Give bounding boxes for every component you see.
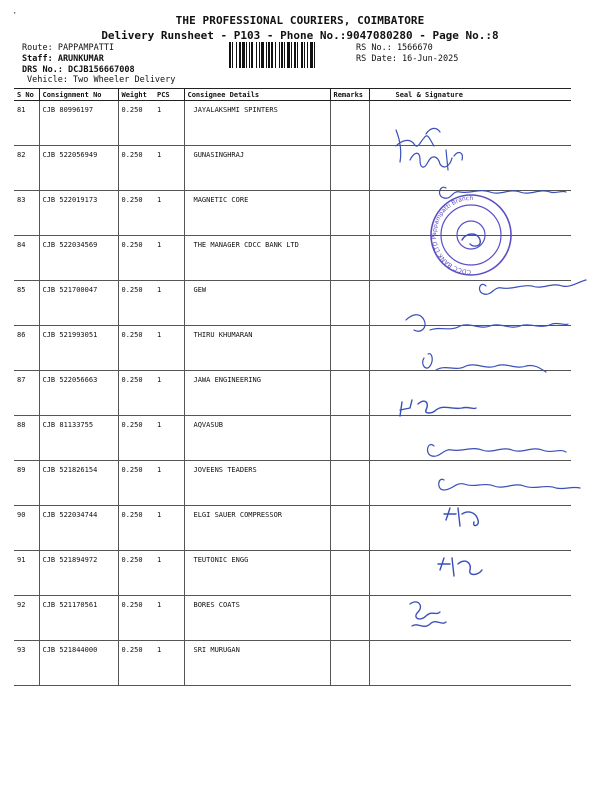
row-remarks [330, 596, 369, 641]
row-weight: 0.250 [118, 101, 154, 146]
row-sno: 81 [14, 101, 39, 146]
row-consignee: THIRU KHUMARAN [184, 326, 330, 371]
row-weight: 0.250 [118, 506, 154, 551]
row-sno: 91 [14, 551, 39, 596]
runsheet-subtitle: Delivery Runsheet - P103 - Phone No.:9047080280 - Page No.:8 [101, 29, 499, 42]
row-consignment-no: CJB 522056949 [39, 146, 118, 191]
row-consignee: GEW [184, 281, 330, 326]
table-row [14, 326, 571, 371]
table-row [14, 506, 571, 551]
row-remarks [330, 326, 369, 371]
row-remarks [330, 371, 369, 416]
row-consignment-no: CJB 521170561 [39, 596, 118, 641]
row-pcs: 1 [154, 596, 184, 641]
row-sno: 93 [14, 641, 39, 686]
table-row [14, 371, 571, 416]
row-sno: 90 [14, 506, 39, 551]
row-signature-cell [369, 326, 571, 371]
barcode-bar [239, 42, 241, 68]
row-consignment-no: CJB 521894972 [39, 551, 118, 596]
row-consignee: JOVEENS TEADERS [184, 461, 330, 506]
barcode-bar [314, 42, 315, 68]
table-row [14, 551, 571, 596]
col-header-signature: Seal & Signature [369, 89, 571, 101]
row-remarks [330, 461, 369, 506]
row-consignee: THE MANAGER CDCC BANK LTD [184, 236, 330, 281]
row-pcs: 1 [154, 641, 184, 686]
row-weight: 0.250 [118, 416, 154, 461]
barcode-bar [275, 42, 276, 68]
row-consignment-no: CJB 522034744 [39, 506, 118, 551]
table-row [14, 416, 571, 461]
row-signature-cell [369, 281, 571, 326]
row-signature-cell [369, 371, 571, 416]
col-header-remarks: Remarks [330, 89, 369, 101]
row-sno: 92 [14, 596, 39, 641]
row-consignment-no: CJB 521844000 [39, 641, 118, 686]
row-signature-cell [369, 596, 571, 641]
row-remarks [330, 236, 369, 281]
table-row [14, 101, 571, 146]
barcode-bar [259, 42, 260, 68]
table-row [14, 191, 571, 236]
row-signature-cell [369, 551, 571, 596]
row-signature-cell [369, 416, 571, 461]
row-pcs: 1 [154, 191, 184, 236]
row-consignee: ELGI SAUER COMPRESSOR [184, 506, 330, 551]
staff-label: Staff: ARUNKUMAR [22, 54, 104, 64]
table-row [14, 281, 571, 326]
col-header-consignment: Consignment No [39, 89, 118, 101]
row-consignee: TEUTONIC ENGG [184, 551, 330, 596]
row-pcs: 1 [154, 551, 184, 596]
row-signature-cell [369, 146, 571, 191]
row-weight: 0.250 [118, 281, 154, 326]
barcode-bar [236, 42, 237, 68]
row-weight: 0.250 [118, 326, 154, 371]
row-pcs: 1 [154, 146, 184, 191]
row-consignment-no: CJB 522056663 [39, 371, 118, 416]
row-remarks [330, 641, 369, 686]
row-signature-cell [369, 236, 571, 281]
row-weight: 0.250 [118, 146, 154, 191]
row-weight: 0.250 [118, 461, 154, 506]
barcode-bar [249, 42, 250, 68]
row-consignment-no: CJB 522019173 [39, 191, 118, 236]
row-weight: 0.250 [118, 371, 154, 416]
row-sno: 86 [14, 326, 39, 371]
row-pcs: 1 [154, 506, 184, 551]
row-sno: 84 [14, 236, 39, 281]
barcode-bar [301, 42, 303, 68]
col-header-consignee: Consignee Details [184, 89, 330, 101]
barcode-bar [232, 42, 233, 68]
barcode-bar [279, 42, 280, 68]
drs-number: DRS No.: DCJB156667008 [22, 65, 135, 75]
row-consignment-no: CJB 521700047 [39, 281, 118, 326]
row-consignee: JAYALAKSHMI SPINTERS [184, 101, 330, 146]
row-sno: 82 [14, 146, 39, 191]
barcode-bar [271, 42, 273, 68]
route-label: Route: PAPPAMPATTI [22, 43, 115, 53]
table-row [14, 641, 571, 686]
col-header-weight: Weight [118, 89, 154, 101]
row-consignee: GUNASINGHRAJ [184, 146, 330, 191]
row-consignee: JAWA ENGINEERING [184, 371, 330, 416]
barcode-bar [266, 42, 267, 68]
table-row [14, 146, 571, 191]
row-sno: 89 [14, 461, 39, 506]
row-consignment-no: CJB 80996197 [39, 101, 118, 146]
row-sno: 88 [14, 416, 39, 461]
row-signature-cell [369, 506, 571, 551]
row-remarks [330, 191, 369, 236]
row-consignee: SRI MURUGAN [184, 641, 330, 686]
company-title: THE PROFESSIONAL COURIERS, COIMBATORE [175, 14, 425, 27]
col-header-sno: S No [14, 89, 39, 101]
row-signature-cell [369, 101, 571, 146]
barcode-bar [268, 42, 270, 68]
barcode-bar [281, 42, 283, 68]
barcode-bar [242, 42, 245, 68]
barcode [229, 42, 352, 68]
table-row [14, 461, 571, 506]
table-row [14, 236, 571, 281]
rs-number: RS No.: 1566670 [356, 43, 433, 53]
row-weight: 0.250 [118, 551, 154, 596]
row-pcs: 1 [154, 236, 184, 281]
row-remarks [330, 281, 369, 326]
barcode-bar [229, 42, 231, 68]
row-consignee: BORES COATS [184, 596, 330, 641]
col-header-pcs: PCS [154, 89, 184, 101]
barcode-bar [261, 42, 264, 68]
row-weight: 0.250 [118, 236, 154, 281]
row-pcs: 1 [154, 326, 184, 371]
row-remarks [330, 506, 369, 551]
row-signature-cell [369, 641, 571, 686]
row-remarks [330, 416, 369, 461]
row-weight: 0.250 [118, 191, 154, 236]
barcode-bar [284, 42, 285, 68]
row-remarks [330, 551, 369, 596]
row-weight: 0.250 [118, 596, 154, 641]
row-pcs: 1 [154, 281, 184, 326]
barcode-bar [294, 42, 296, 68]
corner-mark: · [12, 9, 18, 19]
row-sno: 83 [14, 191, 39, 236]
runsheet-table [14, 88, 571, 686]
table-row [14, 596, 571, 641]
row-pcs: 1 [154, 461, 184, 506]
row-signature-cell [369, 191, 571, 236]
row-remarks [330, 146, 369, 191]
barcode-bar [256, 42, 257, 68]
table-header-row [14, 89, 571, 101]
row-consignment-no: CJB 81133755 [39, 416, 118, 461]
row-pcs: 1 [154, 371, 184, 416]
row-consignment-no: CJB 521826154 [39, 461, 118, 506]
barcode-bar [307, 42, 308, 68]
row-sno: 87 [14, 371, 39, 416]
row-consignment-no: CJB 522034569 [39, 236, 118, 281]
row-consignment-no: CJB 521993051 [39, 326, 118, 371]
row-pcs: 1 [154, 416, 184, 461]
barcode-bar [246, 42, 247, 68]
rs-date: RS Date: 16-Jun-2025 [356, 54, 459, 64]
row-signature-cell [369, 461, 571, 506]
row-weight: 0.250 [118, 641, 154, 686]
barcode-bar [310, 42, 313, 68]
row-sno: 85 [14, 281, 39, 326]
row-pcs: 1 [154, 101, 184, 146]
barcode-bar [287, 42, 290, 68]
stamp-text: CDCC BANK LTD Pappampatti Branch [431, 194, 474, 276]
barcode-bar [291, 42, 292, 68]
row-consignee: AQVASUB [184, 416, 330, 461]
barcode-bar [297, 42, 298, 68]
barcode-bar [304, 42, 305, 68]
vehicle-label: Vehicle: Two Wheeler Delivery [27, 75, 176, 85]
row-remarks [330, 101, 369, 146]
row-consignee: MAGNETIC CORE [184, 191, 330, 236]
barcode-bar [251, 42, 253, 68]
